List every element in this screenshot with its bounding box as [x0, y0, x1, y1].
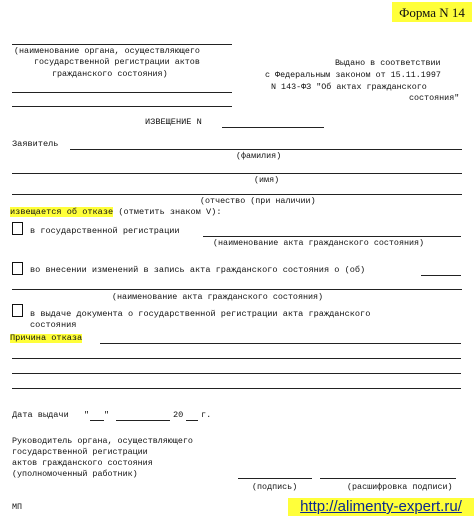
option-registration-act-caption: (наименование акта гражданского состояния) — [213, 238, 425, 248]
refusal-instruction: (отметить знаком V): — [118, 207, 222, 217]
issued-text-1: Выдано в соответствии — [335, 58, 441, 68]
option-document-label-2: состояния — [30, 320, 77, 330]
refusal-line — [10, 208, 221, 217]
signature-decode-line — [320, 478, 456, 479]
reason-line-1 — [100, 343, 461, 344]
issue-year-line — [186, 420, 198, 421]
issued-text-4: состояния" — [409, 93, 460, 103]
option-changes-label: во внесении изменений в запись акта гражданского состояния о (об) — [30, 265, 366, 275]
notice-number-line — [222, 127, 324, 128]
head-text-1: Руководитель органа, осуществляющего — [12, 436, 193, 446]
org-extra-line-2 — [12, 106, 232, 107]
issued-text-3: N 143-ФЗ "Об актах гражданского — [271, 82, 427, 92]
org-extra-line-1 — [12, 92, 232, 93]
issue-year-prefix: 20 — [173, 410, 184, 420]
reason-line-2 — [12, 358, 461, 359]
issue-quote-close: " — [104, 410, 110, 420]
org-caption-2: государственной регистрации актов — [34, 57, 200, 67]
form-number-label: Форма N 14 — [399, 4, 465, 20]
form-number-badge — [392, 2, 472, 22]
applicant-surname-line — [70, 149, 462, 150]
issue-date-label: Дата выдачи — [12, 410, 69, 420]
signature-decode-caption: (расшифровка подписи) — [347, 482, 453, 492]
reason-label: Причина отказа — [10, 333, 83, 343]
head-text-4: (уполномоченный работник) — [12, 469, 138, 479]
option-registration-checkbox[interactable] — [12, 222, 23, 235]
option-registration-label: в государственной регистрации — [30, 226, 180, 236]
option-document-label-1: в выдаче документа о государственной регистрации акта гражданского — [30, 309, 371, 319]
org-name-line — [12, 44, 232, 45]
head-text-2: государственной регистрации — [12, 447, 148, 457]
option-changes-act-line — [12, 289, 462, 290]
patronymic-caption: (отчество (при наличии) — [200, 196, 316, 206]
applicant-label: Заявитель — [12, 139, 59, 149]
issue-quote-open: " — [84, 410, 90, 420]
watermark-url-link[interactable]: http://alimenty-expert.ru/ — [288, 498, 474, 516]
org-caption-1: (наименование органа, осуществляющего — [14, 46, 200, 56]
issue-month-line — [116, 420, 170, 421]
stamp-label: МП — [12, 502, 23, 512]
surname-caption: (фамилия) — [236, 151, 282, 161]
reason-line-4 — [12, 388, 461, 389]
option-document-checkbox[interactable] — [12, 304, 23, 317]
name-caption: (имя) — [254, 175, 280, 185]
option-changes-act-caption: (наименование акта гражданского состояния) — [112, 292, 324, 302]
issue-day-line — [90, 420, 104, 421]
applicant-patronymic-line — [12, 194, 462, 195]
applicant-name-line — [12, 173, 462, 174]
option-changes-checkbox[interactable] — [12, 262, 23, 275]
issued-text-2: с Федеральным законом от 15.11.1997 — [265, 70, 441, 80]
refusal-highlight: извещается об отказе — [10, 207, 114, 217]
reason-line-3 — [12, 373, 461, 374]
issue-year-suffix: г. — [201, 410, 212, 420]
option-changes-short-line — [421, 275, 461, 276]
head-text-3: актов гражданского состояния — [12, 458, 153, 468]
signature-caption: (подпись) — [252, 482, 298, 492]
org-caption-3: гражданского состояния) — [52, 69, 168, 79]
notice-title: ИЗВЕЩЕНИЕ N — [145, 117, 202, 127]
option-registration-act-line — [203, 236, 461, 237]
signature-line — [238, 478, 312, 479]
